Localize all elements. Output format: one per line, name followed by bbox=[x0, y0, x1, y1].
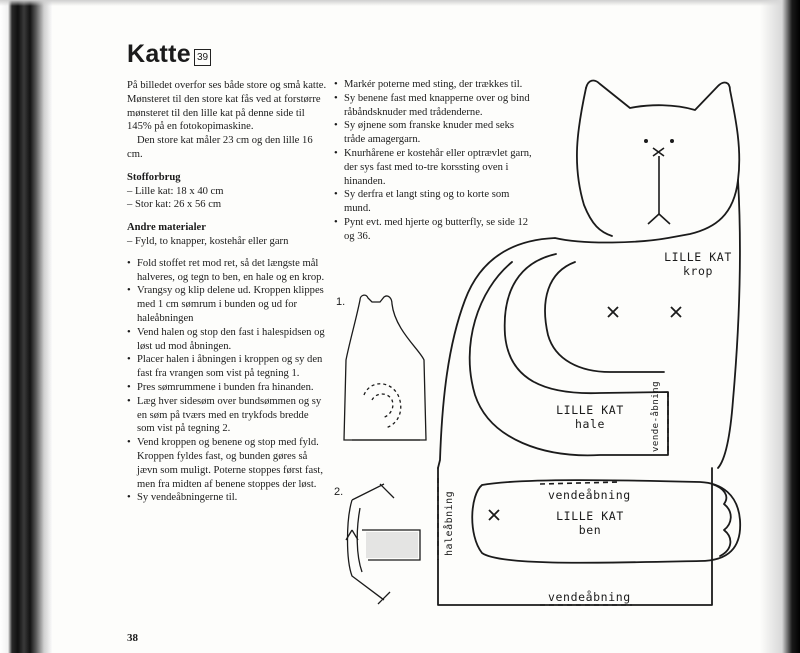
tail-turn-opening-label: vende-åbning bbox=[651, 380, 661, 452]
instruction-item: • Placer halen i åbningen i kroppen og sy den fast fra vrangen som vist på tegning 1. bbox=[127, 353, 327, 381]
body-label-line2: krop bbox=[682, 264, 714, 278]
instruction-item: • Vend kroppen og benene og stop med fyld. Kroppen fyldes fast, og bunden gøres så jævn som muligt. Poterne stoppes først fast, men fra midten af benene stoppes der løst. bbox=[127, 436, 327, 491]
bottom-opening-label: vendeåbning bbox=[548, 590, 631, 604]
leg-opening-label: vendeåbning bbox=[548, 488, 631, 502]
materials-heading: Andre materialer bbox=[127, 222, 206, 234]
page-number: 38 bbox=[127, 632, 138, 644]
body-label-line1: LILLE KAT bbox=[664, 250, 732, 264]
tail-label bbox=[552, 403, 628, 431]
cat-right-body bbox=[718, 180, 740, 468]
page-title: Katte bbox=[127, 40, 192, 68]
intro-size-paragraph: Den store kat måler 23 cm og den lille 16 cm. bbox=[127, 135, 313, 160]
cat-face bbox=[645, 140, 673, 224]
body-label bbox=[660, 250, 736, 278]
stofforbrug-item: – Lille kat: 18 x 40 cm bbox=[127, 185, 224, 197]
instruction-item: • Vend halen og stop den fast i halespidsen og løst ud mod åbningen. bbox=[127, 326, 327, 354]
figure-1-label: 1. bbox=[336, 296, 346, 308]
title-badge: 39 bbox=[194, 49, 211, 66]
instruction-item: • Markér poterne med sting, der trækkes til. bbox=[334, 78, 534, 92]
figure-1-drawing bbox=[344, 295, 426, 440]
instruction-item: • Pynt evt. med hjerte og butterfly, se side 12 og 36. bbox=[334, 216, 534, 244]
instruction-item: • Sy derfra et langt sting og to korte som mund. bbox=[334, 188, 534, 216]
instruction-item: • Pres sømrummene i bunden fra hinanden. bbox=[127, 381, 327, 395]
tail-inner-curve bbox=[545, 262, 664, 372]
stofforbrug-heading: Stofforbrug bbox=[127, 171, 181, 183]
leg-label bbox=[550, 509, 630, 537]
tail-label-line1: LILLE KAT bbox=[556, 403, 624, 417]
cat-inner-curve bbox=[577, 88, 612, 236]
tail-opening-body-label: haleåbning bbox=[444, 490, 455, 556]
instruction-item: • Fold stoffet ret mod ret, så det længste mål halveres, og tegn to ben, en hale og en krop. bbox=[127, 257, 327, 285]
intro-paragraph: På billedet overfor ses både store og små katte. Mønsteret til den store kat fås ved at forstørre mønsteret til den lille kat på denne side til 145% på en fotokopimaskine. bbox=[127, 80, 327, 133]
instruction-item: • Læg hver sidesøm over bundsømmen og sy en søm på tværs med en trykfods bredde som vist på tegning 2. bbox=[127, 395, 327, 436]
instruction-item: • Knurhårene er kostehår eller optrævlet garn, der sys fast med to-tre korssting oven i hinanden. bbox=[334, 147, 534, 188]
figure-2-label: 2. bbox=[334, 486, 344, 498]
leg-label-line2: ben bbox=[578, 523, 602, 537]
leg-top-dash bbox=[540, 482, 620, 484]
instruction-item: • Sy vendeåbningerne til. bbox=[127, 491, 327, 505]
materials-item: – Fyld, to knapper, kostehår eller garn bbox=[127, 235, 289, 247]
tail-label-line2: hale bbox=[574, 417, 606, 431]
leg-paw-scallop bbox=[712, 484, 731, 556]
instruction-item: • Vrangsy og klip delene ud. Kroppen klippes med 1 cm sømrum i bunden og ud for haleåbningen bbox=[127, 284, 327, 325]
leg-label-line1: LILLE KAT bbox=[556, 509, 624, 523]
instruction-item: • Sy øjnene som franske knuder med seks tråde amagergarn. bbox=[334, 119, 534, 147]
stofforbrug-item: – Stor kat: 26 x 56 cm bbox=[127, 199, 222, 211]
instruction-item: • Sy benene fast med knapperne over og bind råbåndsknuder med trådenderne. bbox=[334, 92, 534, 120]
figure-2-shading bbox=[366, 532, 418, 558]
